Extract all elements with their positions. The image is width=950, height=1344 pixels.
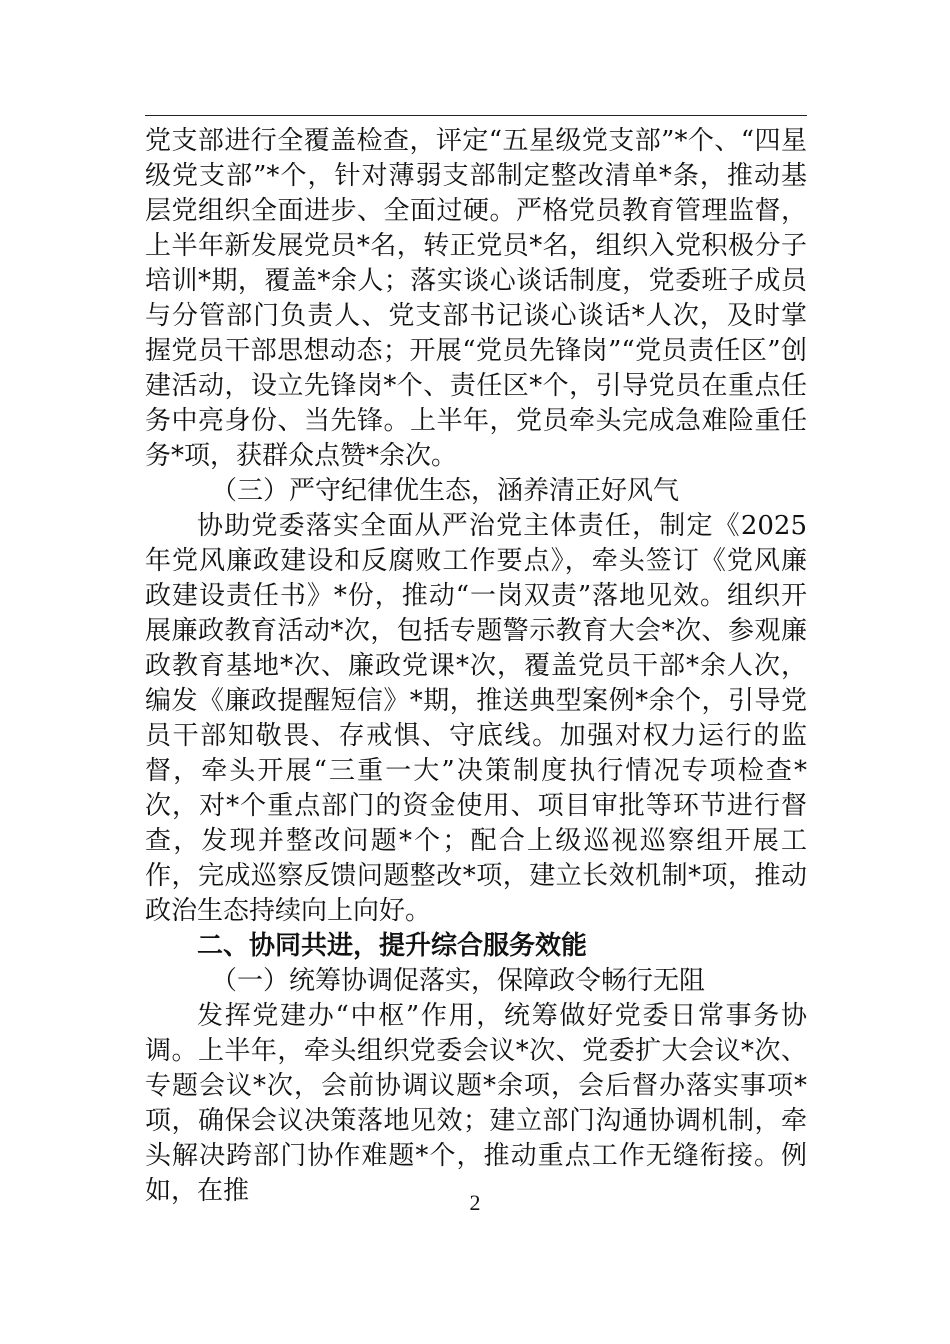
page-number: 2 bbox=[469, 1190, 481, 1215]
paragraph-coordination: 发挥党建办“中枢”作用，统筹做好党委日常事务协调。上半年，牵头组织党委会议*次、党委扩大会议*次、专题会议*次，会前协调议题*余项，会后督办落实事项*项，确保会议决策落地见效；建立部门沟通协调机制，牵头解决跨部门协作难题*个，推动重点工作无缝衔接。例如，在推 bbox=[145, 1001, 807, 1206]
paragraph-discipline: 协助党委落实全面从严治党主体责任，制定《2025年党风廉政建设和反腐败工作要点》，牵头签订《党风廉政建设责任书》*份，推动“一岗双责”落地见效。组织开展廉政教育活动*次，包括专题警示教育大会*次、参观廉政教育基地*次、廉政党课*次，覆盖党员干部*余人次，编发《廉政提醒短信》*期，推送典型案例*余个，引导党员干部知敬畏、存戒惧、守底线。加强对权力运行的监督，牵头开展“三重一大”决策制度执行情况专项检查*次，对*个重点部门的资金使用、项目审批等环节进行督查，发现并整改问题*个；配合上级巡视巡察组开展工作，完成巡察反馈问题整改*项，建立长效机制*项，推动政治生态持续向上向好。 bbox=[145, 511, 807, 926]
header-rule bbox=[145, 115, 807, 116]
section-heading-three: （三）严守纪律优生态，涵养清正好风气 bbox=[211, 476, 680, 506]
document-body bbox=[145, 124, 807, 1209]
chapter-heading-two: 二、协同共进，提升综合服务效能 bbox=[197, 931, 588, 961]
section-heading-one: （一）统筹协调促落实，保障政令畅行无阻 bbox=[211, 966, 706, 996]
paragraph-continued: 党支部进行全覆盖检查，评定“五星级党支部”*个、“四星级党支部”*个，针对薄弱支部制定整改清单*条，推动基层党组织全面进步、全面过硬。严格党员教育管理监督，上半年新发展党员*名，转正党员*名，组织入党积极分子培训*期，覆盖*余人；落实谈心谈话制度，党委班子成员与分管部门负责人、党支部书记谈心谈话*人次，及时掌握党员干部思想动态；开展“党员先锋岗”“党员责任区”创建活动，设立先锋岗*个、责任区*个，引导党员在重点任务中亮身份、当先锋。上半年，党员牵头完成急难险重任务*项，获群众点赞*余次。 bbox=[145, 126, 807, 471]
